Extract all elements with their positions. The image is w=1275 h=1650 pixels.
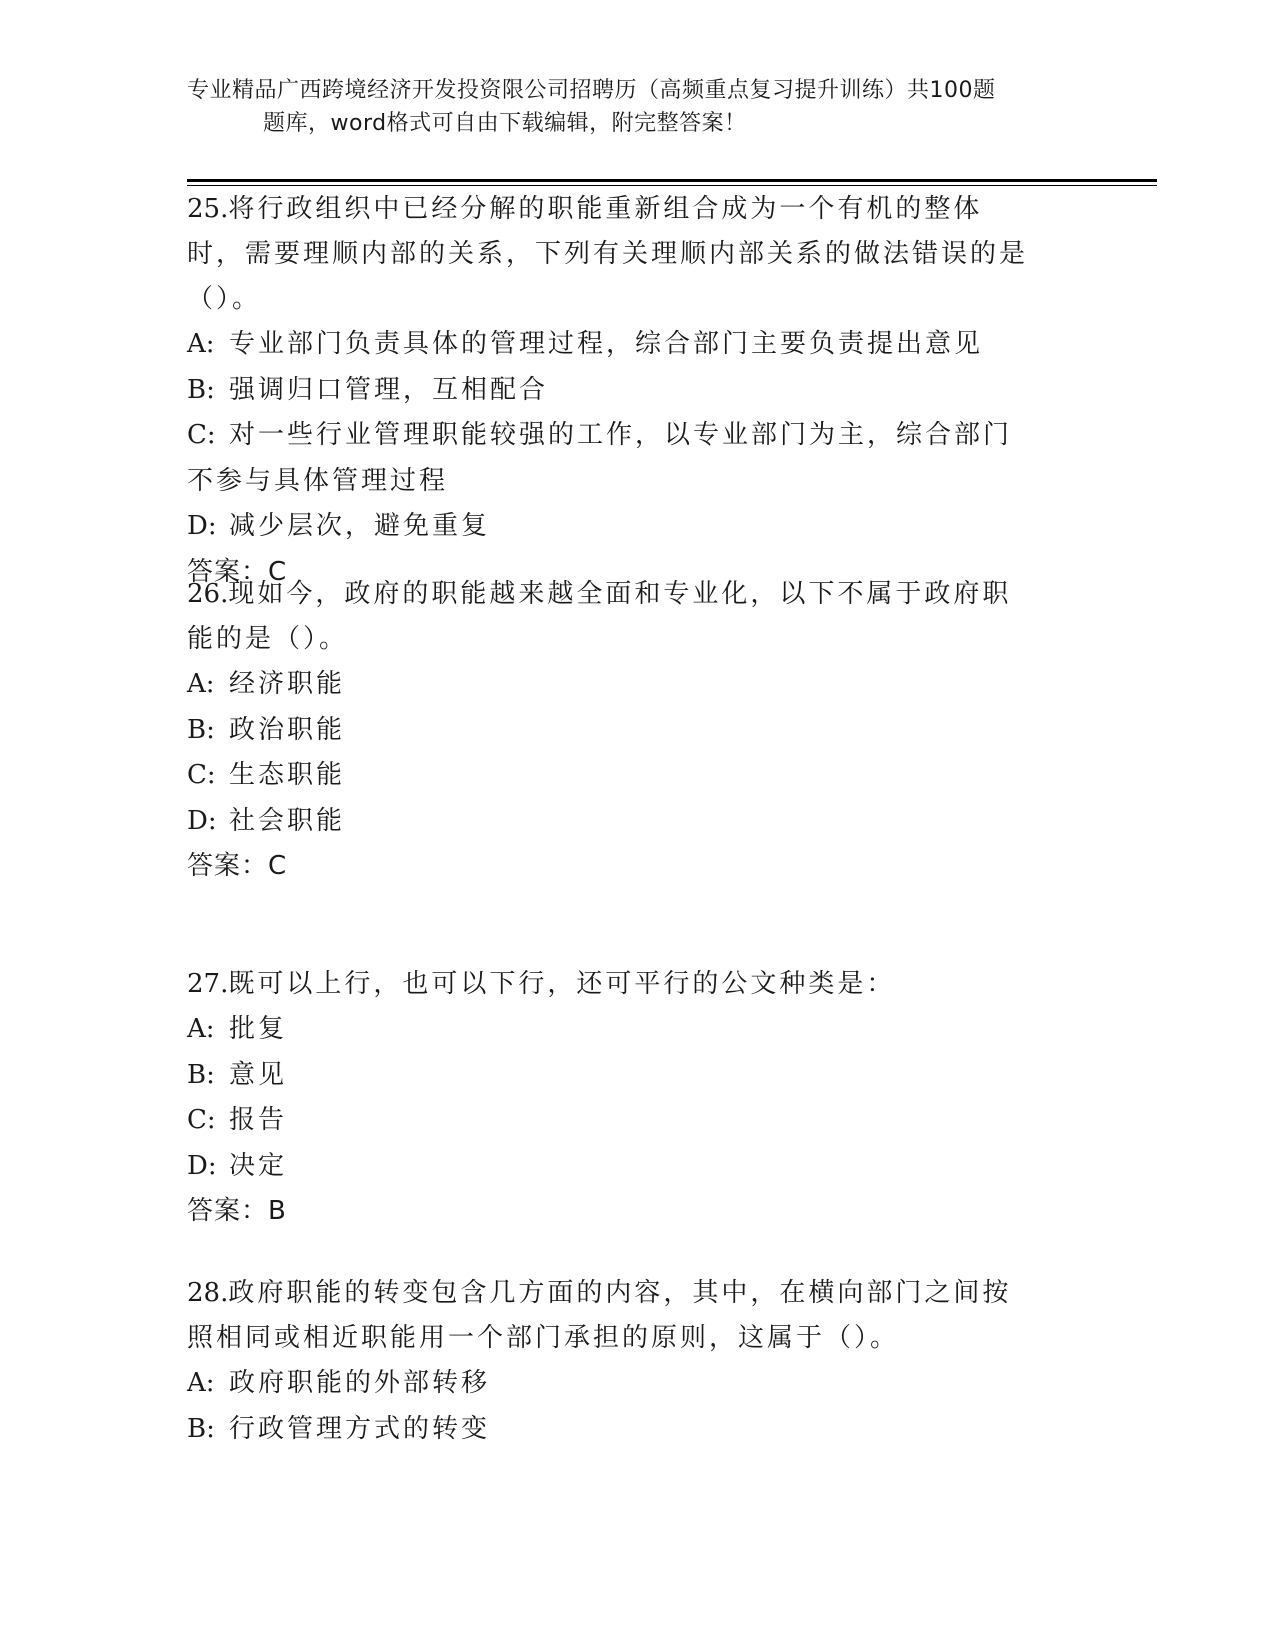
question-text: 既可以上行，也可以下行，还可平行的公文种类是： [228,969,896,999]
option-text: 经济职能 [229,669,346,699]
option-b [187,708,1087,754]
question-25 [187,187,1087,595]
option-b [187,1053,1087,1099]
question-text: 政府职能的转变包含几方面的内容，其中，在横向部门之间按照相同或相近职能用一个部门承担的原则，这属于（）。 [187,1278,1012,1353]
option-letter: B: [187,374,215,405]
option-letter: A: [187,329,215,359]
option-text: 意见 [229,1059,288,1090]
question-number: 28. [187,1278,229,1308]
option-text: 批复 [229,1014,288,1044]
option-letter: A: [187,669,215,699]
option-c [187,753,1087,799]
option-letter: B: [187,1059,215,1090]
option-letter: C: [187,1105,216,1135]
option-letter: A: [187,1368,215,1398]
answer-value: C [268,851,288,881]
option-letter: D: [187,805,217,836]
option-text: 减少层次，避免重复 [229,511,491,541]
option-text: 生态职能 [229,760,346,790]
answer-label: 答案： [187,1196,269,1226]
question-stem [187,1271,1039,1361]
option-text: 行政管理方式的转变 [229,1413,491,1444]
question-number: 25. [187,194,229,224]
option-a [187,1361,1087,1407]
option-c [187,1098,1087,1144]
option-text: 社会职能 [229,805,346,836]
question-27 [187,962,1087,1234]
answer-value: B [268,1196,287,1226]
question-26 [187,572,1087,889]
option-text: 报告 [229,1105,288,1135]
option-d [187,1144,1087,1190]
header-title-line2: 题库，word格式可自由下载编辑，附完整答案！ [263,111,747,136]
option-c [187,413,1039,504]
answer-label: 答案： [187,851,269,881]
option-a [187,322,1087,368]
option-b [187,1407,1087,1453]
header-divider-thin [187,185,1157,186]
option-letter: C: [187,420,216,450]
option-letter: B: [187,1413,215,1444]
option-text: 对一些行业管理职能较强的工作，以专业部门为主，综合部门不参与具体管理过程 [187,420,1013,496]
option-d [187,799,1087,845]
option-a [187,1007,1087,1053]
answer-line [187,1189,1087,1234]
option-a [187,662,1087,708]
question-stem [187,572,1039,662]
question-stem [187,962,1039,1007]
question-text: 现如今，政府的职能越来越全面和专业化，以下不属于政府职能的是（）。 [187,579,1012,654]
option-text: 政府职能的外部转移 [229,1368,491,1398]
option-text: 决定 [229,1150,288,1181]
option-letter: D: [187,511,217,541]
question-number: 27. [187,969,229,999]
option-text: 专业部门负责具体的管理过程，综合部门主要负责提出意见 [229,329,984,359]
question-number: 26. [187,579,229,609]
header-divider [187,179,1157,182]
option-letter: A: [187,1014,215,1044]
question-text: 将行政组织中已经分解的职能重新组合成为一个有机的整体时，需要理顺内部的关系，下列有关理顺内部关系的做法错误的是（）。 [187,194,1029,314]
answer-label: 答案： [187,556,269,587]
page-header [187,74,1087,140]
question-stem [187,187,1039,322]
option-b [187,368,1087,414]
option-text: 强调归口管理，互相配合 [229,374,549,405]
question-28 [187,1271,1087,1452]
option-letter: D: [187,1150,217,1181]
answer-value: C [268,556,288,587]
option-text: 政治职能 [229,714,346,745]
option-letter: C: [187,760,216,790]
option-letter: B: [187,714,215,745]
header-title-line1: 专业精品广西跨境经济开发投资限公司招聘历（高频重点复习提升训练）共100题 [187,78,996,103]
answer-line [187,844,1087,889]
option-d [187,504,1087,550]
